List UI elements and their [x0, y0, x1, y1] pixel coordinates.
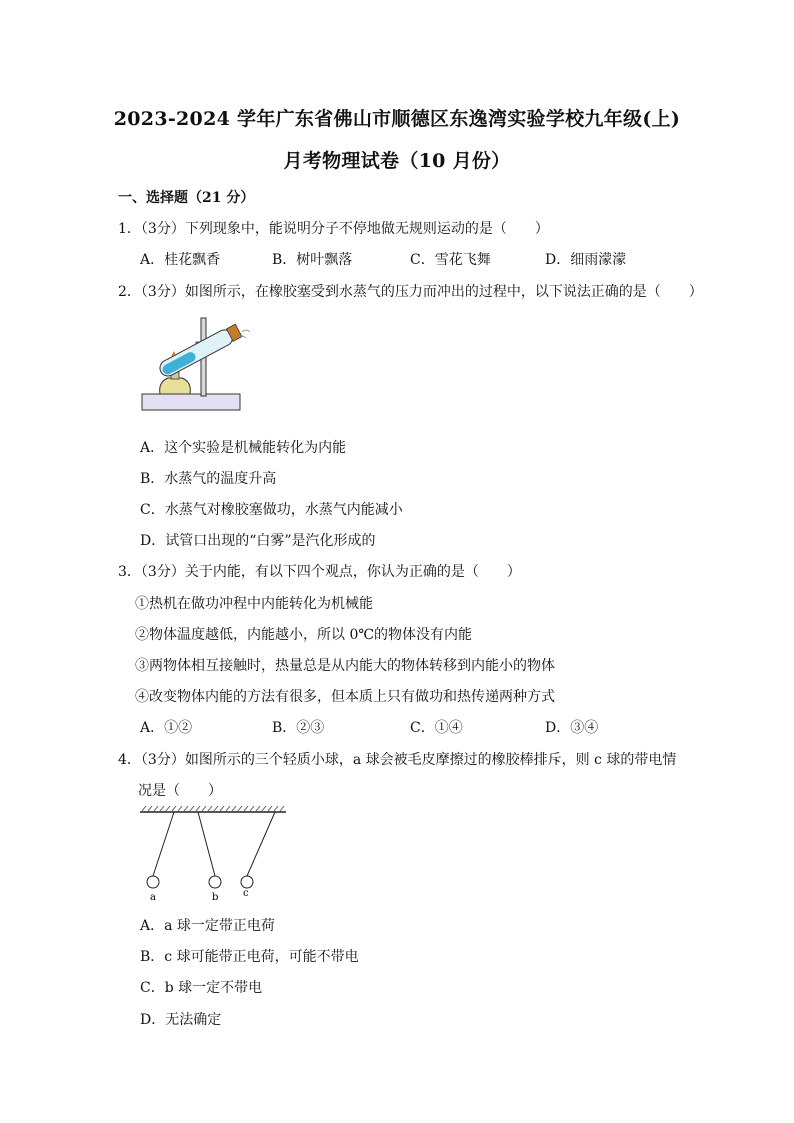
string-c [247, 812, 275, 876]
question-1-stem: 1．（3分）下列现象中，能说明分子不停地做无规则运动的是（ ） [118, 221, 549, 237]
question-3-option-b: B．②③ [272, 720, 325, 736]
ball-a [147, 876, 159, 888]
test-tube-apparatus-figure [138, 312, 250, 418]
ball-label-c: c [243, 888, 249, 899]
exam-title-line-2: 月考物理试卷（10 月份） [283, 150, 511, 172]
question-3-option-d: D．③④ [545, 720, 599, 736]
question-3-option-c: C．①④ [410, 720, 463, 736]
question-4-option-d: D．无法确定 [140, 1012, 222, 1028]
question-4-option-c: C．b 球一定不带电 [140, 980, 263, 996]
question-2-option-d: D．试管口出现的“白雾”是汽化形成的 [140, 533, 376, 549]
question-4-option-b: B．c 球可能带正电荷，可能不带电 [140, 949, 359, 965]
question-4-option-a: A．a 球一定带正电荷 [140, 918, 275, 934]
question-2-option-a: A．这个实验是机械能转化为内能 [140, 440, 347, 456]
string-a [153, 812, 174, 876]
ceiling-hatch [142, 806, 284, 811]
question-2-stem: 2．（3分）如图所示，在橡胶塞受到水蒸气的压力而冲出的过程中，以下说法正确的是（ ） [118, 284, 703, 300]
test-tube [157, 323, 242, 378]
ball-b [209, 876, 221, 888]
question-3-stem: 3．（3分）关于内能，有以下四个观点，你认为正确的是（ ） [118, 564, 521, 580]
question-3-statement-1: ①热机在做功冲程中内能转化为机械能 [135, 596, 373, 612]
string-b [198, 812, 215, 876]
question-3-statement-3: ③两物体相互接触时，热量总是从内能大的物体转移到内能小的物体 [135, 658, 555, 674]
question-1-option-c: C．雪花飞舞 [410, 252, 491, 268]
ball-label-a: a [150, 892, 156, 903]
question-1-option-a: A．桂花飘香 [140, 252, 221, 268]
question-4-stem-line-1: 4．（3分）如图所示的三个轻质小球，a 球会被毛皮摩擦过的橡胶棒排斥，则 c 球的带电情 [118, 752, 677, 768]
question-2-option-b: B．水蒸气的温度升高 [140, 471, 277, 487]
question-4-stem-line-2: 况是（ ） [138, 783, 222, 799]
question-1-option-b: B．树叶飘落 [272, 252, 353, 268]
question-2-option-c: C．水蒸气对橡胶塞做功，水蒸气内能减小 [140, 502, 403, 518]
question-1-option-d: D．细雨濛濛 [545, 252, 627, 268]
stand-base [142, 394, 240, 410]
alcohol-lamp [160, 378, 191, 394]
question-3-option-a: A．①② [140, 720, 193, 736]
section-heading: 一、选择题（21 分） [118, 190, 255, 206]
hanging-balls-figure [138, 804, 290, 906]
question-3-statement-2: ②物体温度越低，内能越小，所以 0℃的物体没有内能 [135, 627, 473, 643]
ball-c [241, 876, 253, 888]
steam-mark [242, 330, 250, 332]
ball-label-b: b [212, 892, 219, 903]
exam-title-line-1: 2023-2024 学年广东省佛山市顺德区东逸湾实验学校九年级(上) [113, 108, 681, 130]
question-3-statement-4: ④改变物体内能的方法有很多，但本质上只有做功和热传递两种方式 [135, 689, 555, 705]
